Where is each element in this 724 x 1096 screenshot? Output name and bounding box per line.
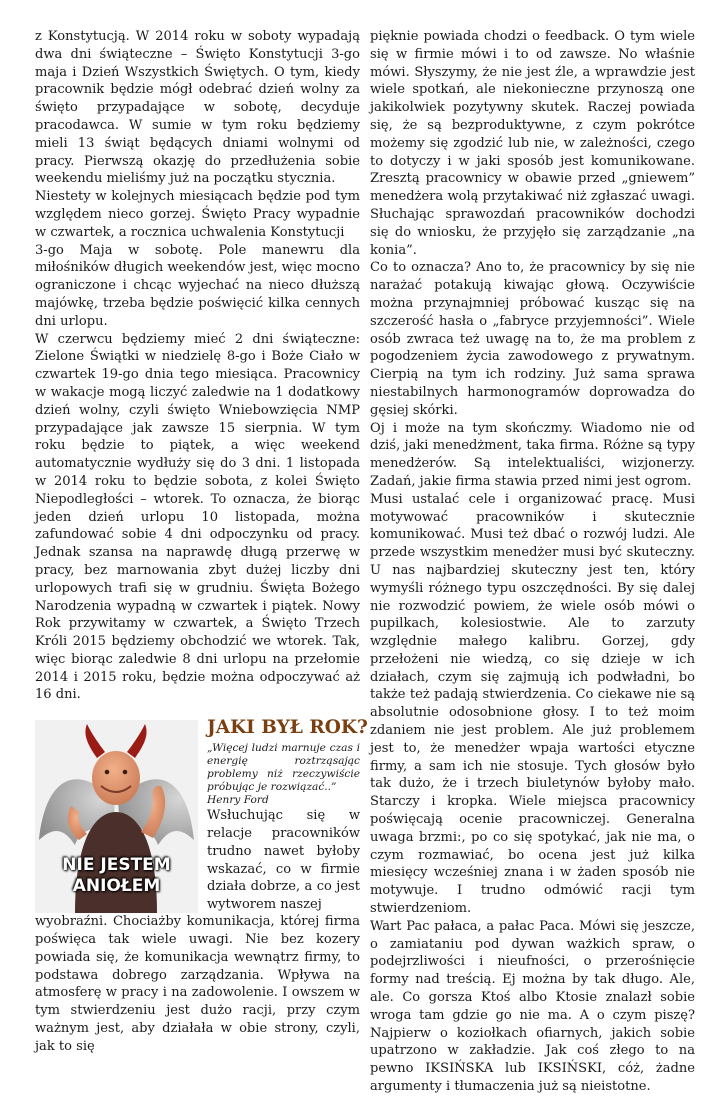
paragraph: Niestety w kolejnych miesiącach będzie pod tym względem nieco gorzej. Święto Pracy wypadnie w czwartek, a rocznica uchwalenia Konstytucji	[35, 189, 360, 240]
section-title: JAKI BYŁ ROK?	[207, 717, 368, 739]
quote: „Więcej ludzi marnuje czas i energię roztrząsając problemy niż rzeczywiście próbując je rozwiązać..”	[207, 742, 360, 794]
article-photo	[35, 720, 198, 913]
paragraph: pięknie powiada chodzi o feedback. O tym wiele się w firmie mówi i to od zawsze. No właśnie mówi. Słyszymy, że nie jest źle, a wprawdzie jest wiele spotkań, ale niekonieczne przynoszą one jakikolwiek pozytywny skutek. Raczej powiada się, że są bezproduktywne, z czym pokrótce możemy się zgodzić lub nie, w zależności, czego to dotyczy i w jaki sposób jest komunikowane. Zresztą pracownicy w obawie przed „gniewem” menedżera wolą przytakiwać niż zgłaszać uwagi. Słuchając sprawozdań pracowników dochodzi się do wniosku, że przyjęło się zarządzanie „na konia”.	[370, 29, 695, 258]
photo-caption	[35, 855, 198, 897]
section-body-continued: wyobraźni. Chociażby komunikacja, której firma poświęca tak wiele uwagi. Nie bez kozery powiada się, że komunikacja wewnątrz firmy, to podstawa dobrego zarządzania. Wpływa na atmosferę w pracy i na zadowolenie. I owszem w tym stwierdzeniu jest dużo racji, przy czym ważnym jest, aby działała w obie strony, czyli, jak to się	[35, 914, 360, 1054]
left-column	[35, 28, 368, 1056]
photo-caption-line: NIE JESTEM	[62, 855, 171, 876]
paragraph: Musi ustalać cele i organizować pracę. Musi motywować pracowników i skutecznie komunikować. Musi też dbać o rozwój ludzi. Ale przede wszystkim menedżer musi być skuteczny. U nas najbardziej skuteczny jest ten, który wymyśli różnego typu oszczędności. By się dalej nie rozwodzić powiem, że wiele osób mówi o pupilkach, kolesiostwie. Ale to zarzuty względnie małego kalibru. Gorzej, gdy przełożeni nie wiedzą, co się dzieje w ich działach, czym się zajmują ich podwładni, bo także też padają stwierdzenia. Co ciekawe nie są absolutnie odosobnione głosy. I to też moim zdaniem nie jest problem. Ale już problemem jest to, że menedżer wpaja wartości etyczne firmy, a sam ich nie stosuje. Tych głosów było tak dużo, że i trzech biuletynów byłoby mało. Starczy i kropka. Wiele miejsca pracownicy poświęcają ocenie pracowniczej. Generalna uwaga brzmi:, po co się spotykać, jak nie ma, o czym rozmawiać, bo ocena jest już kilka miesięcy wcześniej znana i w żaden sposób nie motywuje. I trudno odmówić racji tym stwierdzeniom.	[370, 491, 695, 917]
paragraph: Oj i może na tym skończmy. Wiadomo nie od dziś, jaki menedżment, taka firma. Różne są typy menedżerów. Są intelektualiści, wizjonerzy. Zadań, jakie firma stawia przed nimi jest ogrom.	[370, 420, 695, 489]
paragraph: W czerwcu będziemy mieć 2 dni świąteczne: Zielone Świątki w niedzielę 8-go i Boże Ciało w czwartek 19-go dnia tego miesiąca. Pracownicy w wakacje mogą liczyć zaledwie na 1 dodatkowy dzień wolny, czyli święto Wniebowzięcia NMP przypadające jak zawsze 15 sierpnia. W tym roku będzie to piątek, a więc weekend automatycznie wydłuży się do 3 dni. 1 listopada w 2014 roku to będzie sobota, z kolei Święto Niepodległości – wtorek. To oznacza, że biorąc jeden dzień urlopu 10 listopada, można zafundować sobie 4 dni odpoczynku od pracy. Jednak szansa na naprawdę długą przerwę w pracy, bez marnowania zbyt dużej liczby dni urlopowych trafi się w grudniu. Święta Bożego Narodzenia wypadną w czwartek i piątek. Nowy Rok przywitamy w czwartek, a Święto Trzech Króli 2015 będziemy obchodzić we wtorek. Tak, więc biorąc zaledwie 8 dni urlopu na przełomie 2014 i 2015 roku, będzie można odpoczywać aż 16 dni.	[35, 331, 360, 703]
section-side-text	[207, 717, 368, 914]
quote-author: Henry Ford	[207, 794, 269, 807]
paragraph: Co to oznacza? Ano to, że pracownicy by się nie narażać potakują kiwając głową. Oczywiście można przynajmniej próbować kusząc się na szczerość hasła o „fabryce przyjemności”. Wiele osób zwraca też uwagę na to, że ma problem z pogodzeniem życia zawodowego z prywatnym. Cierpią na tym ich rodziny. Już sama sprawa niestabilnych harmonogramów doprowadza do gęsiej skórki.	[370, 260, 695, 418]
paragraph: 3-go Maja w sobotę. Pole manewru dla miłośników długich weekendów jest, więc mocno ograniczone i chcąc wyjechać na nieco dłuższą majówkę, trzeba będzie poświęcić kilka cennych dni urlopu.	[35, 242, 360, 329]
right-column	[370, 28, 695, 1096]
section-body-start: Wsłuchując się w relacje pracowników trudno nawet byłoby wskazać, co w firmie działa dobrze, a co jest wytworem naszej	[207, 808, 360, 913]
article-section	[35, 717, 368, 920]
paragraph: Wart Pac pałaca, a pałac Paca. Mówi się jeszcze, o zamiataniu pod dywan ważkich spraw, o podejrzliwości i nieufności, o przerośnięcie formy nad treścią. Ej można by tak długo. Ale, ale. Co gorsza Ktoś albo Ktosie znalazł sobie wroga tam gdzie go nie ma. A o czym piszę? Najpierw o koziołkach ofiarnych, jakich sobie upatrzono w zakładzie. Jak coś złego to na pewno IKSIŃSKA lub IKSIŃSKI, cóż, żadne argumenty i tłumaczenia już są nieistotne.	[370, 918, 695, 1095]
photo-caption-line: ANIOŁEM	[72, 876, 161, 897]
paragraph: z Konstytucją. W 2014 roku w soboty wypadają dwa dni świąteczne – Święto Konstytucji 3-go maja i Dzień Wszystkich Świętych. O tym, kiedy pracownik będzie mógł odebrać dzień wolny za święto przypadające w sobotę, decyduje pracodawca. W sumie w tym roku będziemy mieli 13 świąt będących dniami wolnymi od pracy. Pierwszą okazję do przedłużenia sobie weekendu mieliśmy już na początku stycznia.	[35, 29, 360, 187]
